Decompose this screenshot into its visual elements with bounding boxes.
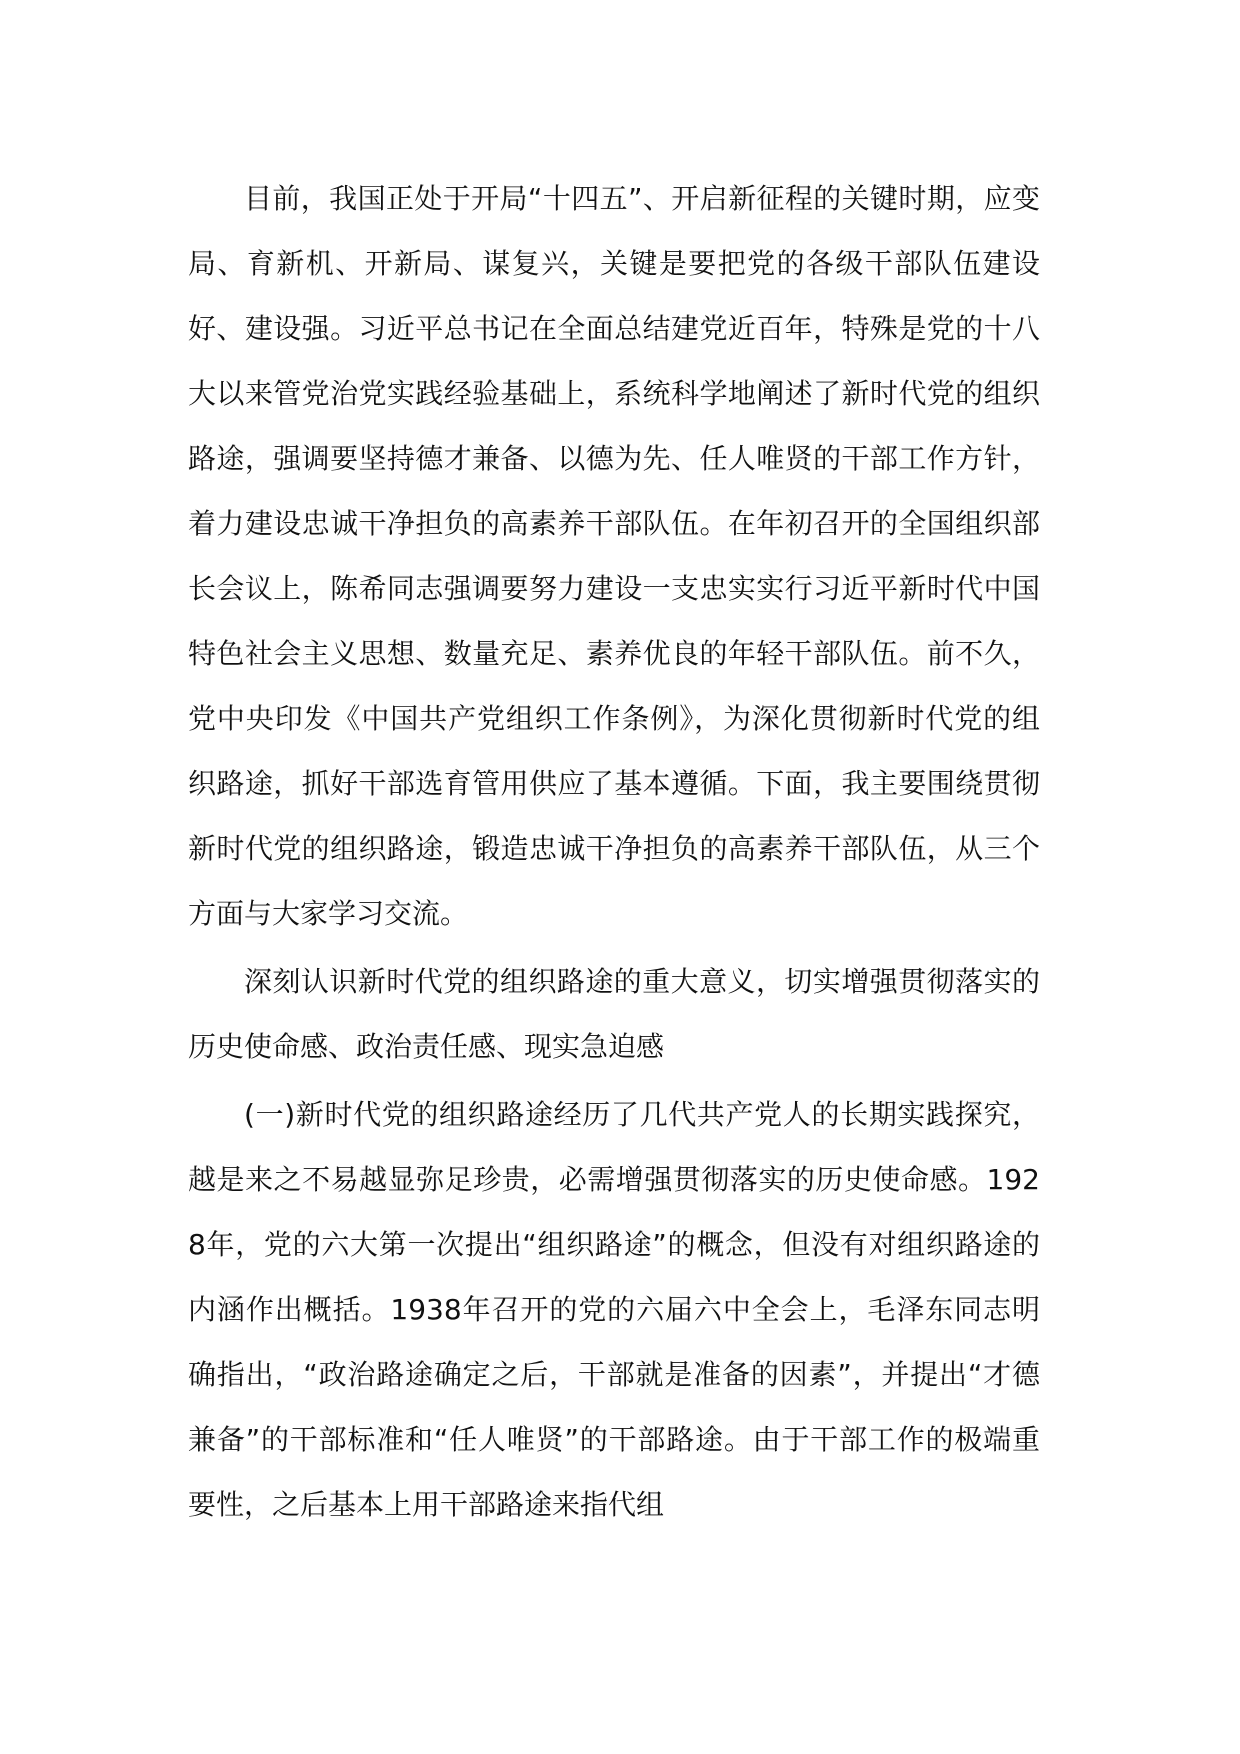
paragraph-intro: 目前，我国正处于开局“十四五”、开启新征程的关键时期，应变局、育新机、开新局、谋复兴，关键是要把党的各级干部队伍建设好、建设强。习近平总书记在全面总结建党近百年，特殊是党的十八大以来管党治党实践经验基础上，系统科学地阐述了新时代党的组织路途，强调要坚持德才兼备、以德为先、任人唯贤的干部工作方针，着力建设忠诚干净担负的高素养干部队伍。在年初召开的全国组织部长会议上，陈希同志强调要努力建设一支忠实实行习近平新时代中国特色社会主义思想、数量充足、素养优良的年轻干部队伍。前不久，党中央印发《中国共产党组织工作条例》，为深化贯彻新时代党的组织路途，抓好干部选育管用供应了基本遵循。下面，我主要围绕贯彻新时代党的组织路途，锻造忠诚干净担负的高素养干部队伍，从三个方面与大家学习交流。 — [188, 182, 1040, 930]
paragraph-history: (一)新时代党的组织路途经历了几代共产党人的长期实践探究，越是来之不易越显弥足珍贵，必需增强贯彻落实的历史使命感。1928年，党的六大第一次提出“组织路途”的概念，但没有对组织路途的内涵作出概括。1938年召开的党的六届六中全会上，毛泽东同志明确指出，“政治路途确定之后，干部就是准备的因素”，并提出“才德兼备”的干部标准和“任人唯贤”的干部路途。由于干部工作的极端重要性，之后基本上用干部路途来指代组 — [188, 1098, 1040, 1521]
document-body — [188, 166, 1040, 1540]
paragraph-section-heading: 深刻认识新时代党的组织路途的重大意义，切实增强贯彻落实的历史使命感、政治责任感、现实急迫感 — [188, 965, 1040, 1063]
